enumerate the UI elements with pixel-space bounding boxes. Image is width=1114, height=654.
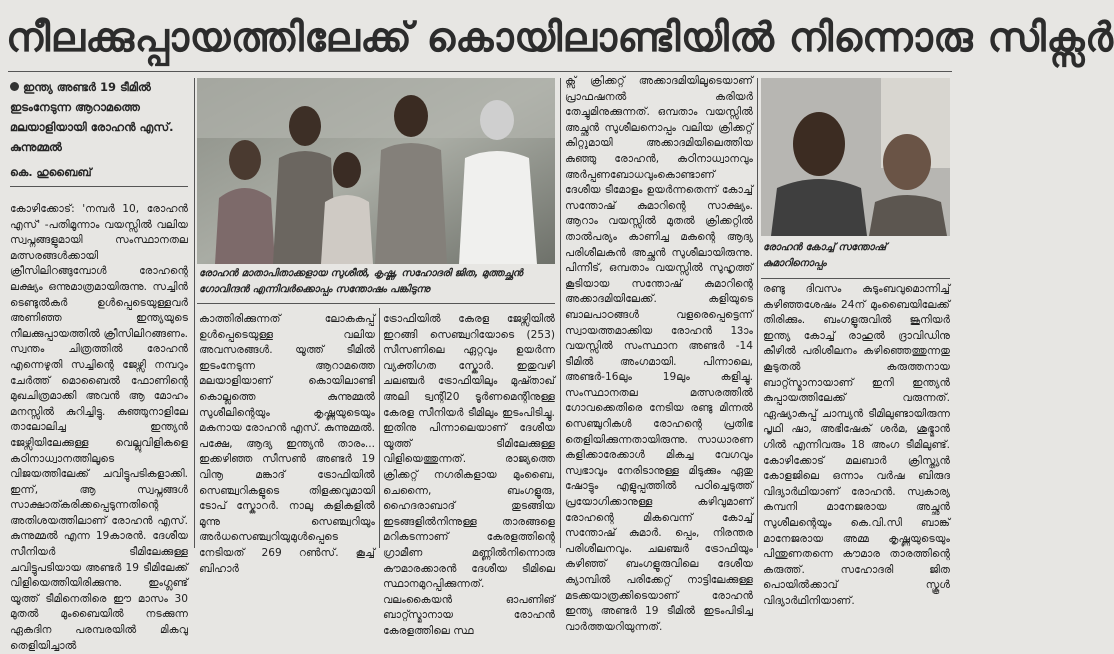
column-4-text: ക്സ് ക്രിക്കറ്റ് അക്കാദമിയിലൂടെയാണ് പ്രാഫഷനൽ കരിയർ തേച്ചുമിനുക്കുന്നത്. ഒമ്പതാം വയസ്സിൽ അച്ഛൻ സുശീലനൊപ്പം വലിയ ക്രിക്കറ്റ് കിറ്റുമായി അക്കാദമിയിലെത്തിയ കുഞ്ഞു രോഹൻ, കഠിനാധ്വാനവും അർപ്പണബോധവുംകൊണ്ടാണ് ദേശീയ ടീമോളം ഉയർന്നതെന്ന് കോച്ച് സന്തോഷ് കുമാറിന്റെ സാക്ഷ്യം. ആറാം വയസ്സിൽ മുതൽ ക്രിക്കറ്റിൽ താൽപര്യം കാണിച്ച മകന്റെ ആദ്യ പരിശീലകൻ അച്ഛൻ സുശീലായിരുന്നു. പിന്നീട്, ഒമ്പതാം വയസ്സിൽ സുഹൃത്ത് കൂടിയായ സന്തോഷ് കുമാറിന്റെ അക്കാദമിയിലേക്ക്. കളിയുടെ ബാലപാഠങ്ങൾ വളരെപ്പെട്ടെന്ന് സ്വായത്തമാക്കിയ രോഹൻ 13ാം വയസ്സിൽ സംസ്ഥാന അണ്ടർ -14 ടീമിൽ അംഗമായി. പിന്നാലെ, അണ്ടർ-16ലും 19ലും കളിച്ചു. സംസ്ഥാനതല മത്സരത്തിൽ ഗോവക്കെതിരെ നേടിയ രണ്ടു മിന്നൽ സെഞ്ചുറികൾ രോഹന്റെ പ്രതിഭ തെളിയിക്കുന്നതായിരുന്നു. സാധാരണ കളിക്കാരേക്കാൾ മികച്ച വേഗവും സ്വഭാവും നേരിടാനുള്ള മിടുക്കും ഏതു ഷോട്ടും എളുപ്പത്തിൽ പഠിച്ചെടുത്ത് പ്രയോഗിക്കാനുള്ള കഴിവുമാണ് രോഹന്റെ മികവെന്ന് കോച്ച് സന്തോഷ് കുമാർ. പ്പെം, നിരന്തര പരിശീലനവും. ചലഞ്ചർ ട്രോഫിയും കഴിഞ്ഞ് ബംഗളൂരുവിലെ ദേശീയ ക്യാമ്പിൽ പരിക്കേറ്റ് നാട്ടിലേക്കുള്ള മടക്കയാത്രക്കിടെയാണ് രോഹൻ ഇന്ത്യ അണ്ടർ 19 ടീമിൽ ഇടംപിടിച്ച വാർത്തയറിയുന്നത്.	[565, 75, 753, 633]
sub-head: ഇന്ത്യ അണ്ടർ 19 ടീമിൽ ഇടംനേടുന്ന ആറാമത്തെ മലയാളിയായി രോഹൻ എസ്. കുന്നുമ്മൽ	[10, 80, 174, 154]
column-divider	[194, 78, 195, 548]
main-photo-caption: രോഹൻ മാതാപിതാക്കളായ സുശീൽ, കൃഷ്ണ, സഹോദരി ജിത, മുത്തച്ഛൻ ഗോവിന്ദൻ എന്നിവർക്കൊപ്പം സന്തോഷം പങ്കിടുന്നു	[199, 268, 523, 295]
coach-photo	[761, 78, 950, 236]
bullet-icon	[10, 82, 19, 91]
family-photo-image	[197, 78, 555, 264]
coach-caption-rule	[761, 278, 950, 279]
coach-photo-image	[761, 78, 950, 236]
family-photo	[197, 78, 555, 264]
headline: നീലക്കുപ്പായത്തിലേക്ക് കൊയിലാണ്ടിയിൽ നിന്നൊരു സിക്സർ	[6, 15, 1114, 61]
headline-rule	[8, 71, 952, 72]
byline-rule	[10, 186, 188, 187]
column-divider	[560, 78, 561, 548]
byline: കെ. ഹുബൈബ്	[10, 166, 92, 179]
column-divider	[757, 78, 758, 548]
caption-rule	[197, 303, 555, 304]
column-2-text: കാത്തിരിക്കുന്നത് ലോകകപ്പ് ഉൾപ്പെടെയുള്ള വലിയ അവസരങ്ങൾ. യൂത്ത് ടീമിൽ ഇടംനേടുന്ന ആറാമത്തെ മലയാളിയാണ് കൊയിലാണ്ടി കൊല്ലത്തെ കുന്നുമ്മൽ സുശീലിന്റെയും കൃഷ്ണയുടെയും മകനായ രോഹൻ എസ്. കുന്നുമ്മൽ. പക്ഷേ, ആദ്യ ഇന്ത്യൻ താരം... ഇക്കഴിഞ്ഞ സീസൺ അണ്ടർ 19 വിനൂ മങ്കാദ് ട്രോഫിയിൽ സെഞ്ച്വറികളുടെ തിളക്കവുമായി ടോപ് സ്കോറർ. നാലു കളികളിൽ മൂന്നു സെഞ്ച്വറിയും അർധസെഞ്ച്വറിയുമുൾപ്പെടെ നേടിയത് 269 റൺസ്. കൂച്ച് ബിഹാർ	[199, 313, 375, 575]
column-1-text: കോഴിക്കോട്: 'നമ്പർ 10, രോഹൻ എസ്' -പതിമൂന്നാം വയസ്സിൽ വലിയ സ്വപ്നങ്ങളുമായി സംസ്ഥാനതല മത്സരങ്ങൾക്കായി ക്രീസിലിറങ്ങുമ്പോൾ രോഹന്റെ ലക്ഷ്യം ഒന്നുമാത്രമായിരുന്നു. സച്ചിൻ ടെണ്ടുൽകർ ഉൾപ്പെടെയുള്ളവർ അണിഞ്ഞ ഇന്ത്യയുടെ നീലക്കുപ്പായത്തിൽ ക്രീസിലിറങ്ങണം. സ്വന്തം ചിത്രത്തിൽ രോഹൻ എന്നെഴുതി സച്ചിന്റെ ജേഴ്സി നമ്പറും ചേർത്ത് മൊബൈൽ ഫോണിന്റെ മുഖചിത്രമാക്കി അവൻ ആ മോഹം മനസ്സിൽ കുറിച്ചിട്ടു. കുഞ്ഞുനാളിലേ താലോലിച്ച ഇന്ത്യൻ ജേഴ്സിയിലേക്കുള്ള വെല്ലുവിളികളെ കഠിനാധ്വാനത്തിലൂടെ വിജയത്തിലേക്ക് ചവിട്ടുപടികളാക്കി. ഇന്ന്, ആ സ്വപ്നങ്ങൾ സാക്ഷാത്കരിക്കപ്പെടുന്നതിന്റെ അതിശയത്തിലാണ് രോഹൻ എസ്. കുന്നുമ്മൽ എന്ന 19കാരൻ. ദേശീയ സീനിയർ ടീമിലേക്കുള്ള ചവിട്ടുപടിയായ അണ്ടർ 19 ടീമിലേക്ക് വിളിയെത്തിയിരിക്കുന്നു. ഇംഗ്ലണ്ട് യൂത്ത് ടീമിനെതിരെ ഈ മാസം 30 മുതൽ മുംബൈയിൽ നടക്കുന്ന ഏകദിന പരമ്പരയിൽ മികവു തെളിയിച്ചാൽ	[10, 203, 188, 652]
column-divider	[379, 308, 380, 548]
sub-head-block	[10, 76, 188, 154]
column-3-text: ട്രോഫിയിൽ കേരള ജേഴ്സിയിൽ ഇറങ്ങി സെഞ്ച്വറിയോടെ (253) സീസണിലെ ഏറ്റവും ഉയർന്ന വ്യക്തിഗത സ്കോർ. ഇതുവഴി ചലഞ്ചർ ട്രോഫിയിലും മുഷ്താഖ് അലി ട്വന്റി20 ടൂർണമെന്റിനുള്ള കേരള സീനിയർ ടീമിലും ഇടംപിടിച്ചു. ഇതിനു പിന്നാലെയാണ് ദേശീയ യൂത്ത് ടീമിലേക്കുള്ള വിളിയെത്തുന്നത്. രാജ്യത്തെ ക്രിക്കറ്റ് നഗരികളായ മുംബൈ, ചെന്നൈ, ബംഗളൂരു, ഹൈദരാബാദ് തുടങ്ങിയ ഇടങ്ങളിൽനിന്നുള്ള താരങ്ങളെ മറികടന്നാണ് കേരളത്തിന്റെ ഗ്രാമീണ മണ്ണിൽനിന്നൊരു കൗമാരക്കാരൻ ദേശീയ ടീമിലെ സ്ഥാനമുറപ്പിക്കുന്നത്. വലംകൈയൻ ഓപണിങ് ബാറ്റ്സ്മാനായ രോഹൻ കേരളത്തിലെ സ്ഥ	[383, 313, 555, 637]
column-5-text: രണ്ടു ദിവസം കുടുംബവുമൊന്നിച്ച് കഴിഞ്ഞശേഷം 24ന് മുംബൈയിലേക്ക് തിരിക്കും. ബംഗളൂരുവിൽ ജൂനിയർ ഇന്ത്യ കോച്ച് രാഹുൽ ദ്രാവിഡിനു കീഴിൽ പരിശീലനം കഴിഞ്ഞെത്തുന്നതു കൂടുതൽ കരുത്തനായ ബാറ്റ്സ്മാനായാണ് ഇനി ഇന്ത്യൻ കുപ്പായത്തിലേക്ക് വരുന്നത്. ഏഷ്യാകപ്പ് ചാമ്പ്യൻ ടീമിലുണ്ടായിരുന്ന പൃഥി ഷാ, അഭിഷേക് ശർമ, ശുഭ്മാൻ ഗിൽ എന്നിവരും 18 അംഗ ടീമിലുണ്ട്. കോഴിക്കോട് മലബാർ ക്രിസ്ത്യൻ കോളജിലെ ഒന്നാം വർഷ ബിരുദ വിദ്യാർഥിയാണ് രോഹൻ. സ്വകാര്യ കമ്പനി മാനേജരായ അച്ഛൻ സുശീലന്റെയും കെ.വി.സി ബാങ്ക് മാനേജരായ അമ്മ കൃഷ്ണയുടെയും പിന്തുണതന്നെ കൗമാര താരത്തിന്റെ കരുത്ത്. സഹോദരി ജിത പൊയിൽക്കാവ് സ്കൂൾ വിദ്യാർഥിനിയാണ്.	[763, 283, 950, 607]
coach-photo-caption: രോഹൻ കോച്ച് സന്തോഷ് കുമാറിനൊപ്പം	[763, 242, 887, 269]
